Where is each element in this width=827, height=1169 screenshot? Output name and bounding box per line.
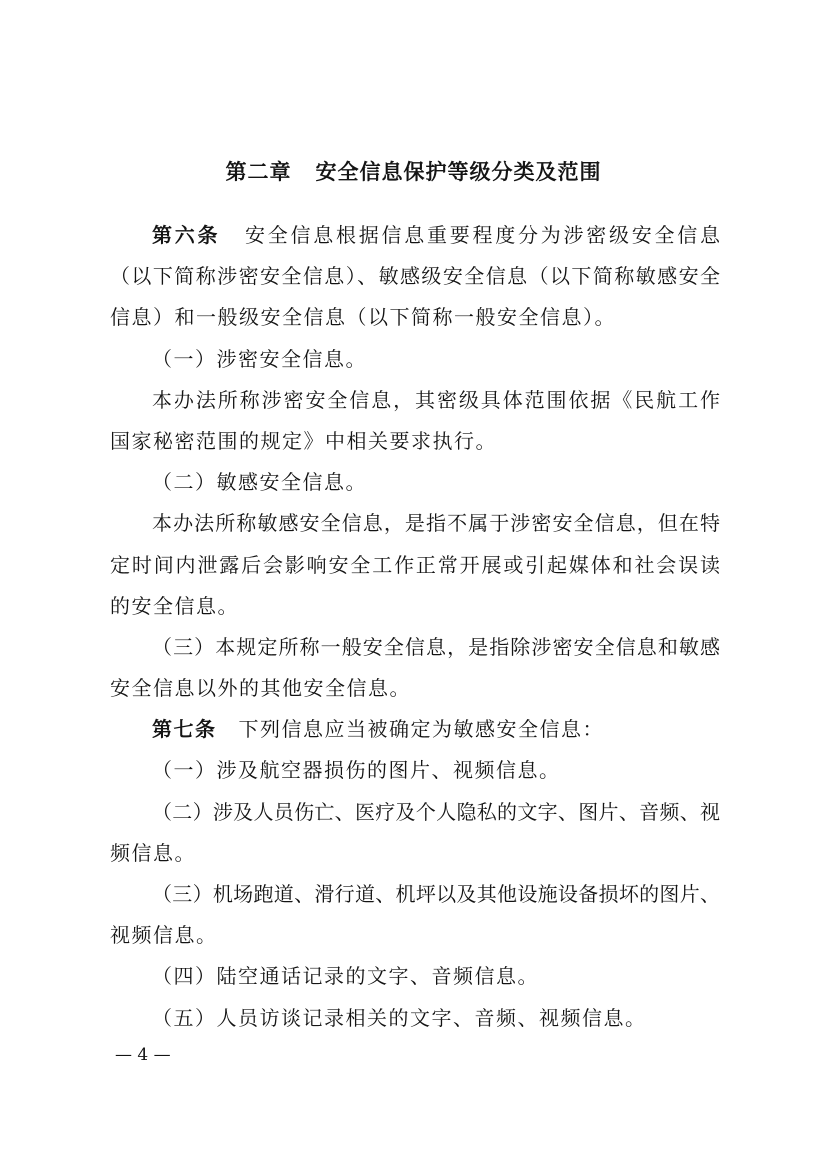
text-line: 频信息。: [110, 840, 196, 865]
text-line: [110, 215, 720, 256]
text-line: 安全信息以外的其他安全信息。: [110, 676, 411, 701]
article-7: [110, 709, 720, 750]
item-classified-heading: [110, 339, 720, 380]
text-line: 的安全信息。: [110, 593, 239, 618]
article-7-item-4: [110, 956, 720, 997]
text-line: 视频信息。: [110, 923, 218, 948]
chapter-name: 安全信息保护等级分类及范围: [315, 159, 602, 184]
text-line: （一）涉密安全信息。: [152, 346, 367, 371]
document-body: [110, 215, 720, 1039]
article-label: 第六条: [152, 223, 221, 247]
article-7-item-3: [110, 874, 720, 956]
line-text: 安全信息根据信息重要程度分为涉密级安全信息: [242, 223, 720, 247]
item-sensitive-heading: [110, 462, 720, 503]
sensitive-definition: [110, 503, 720, 627]
article-label: 第七条: [152, 717, 217, 742]
page-number: — 4 —: [115, 1045, 171, 1065]
text-line: （四）陆空通话记录的文字、音频信息。: [152, 964, 539, 989]
text-line: 国家秘密范围的规定》中相关要求执行。: [110, 428, 497, 453]
article-7-item-5: [110, 998, 720, 1039]
text-line: （三）本规定所称一般安全信息，是指除涉密安全信息和敏感: [152, 634, 720, 659]
text-line: 本办法所称敏感安全信息，是指不属于涉密安全信息，但在特: [152, 511, 720, 536]
chapter-number: 第二章: [225, 159, 292, 184]
text-line: （一）涉及航空器损伤的图片、视频信息。: [152, 758, 561, 783]
text-line: 定时间内泄露后会影响安全工作正常开展或引起媒体和社会误读: [110, 552, 720, 577]
text-line: （五）人员访谈记录相关的文字、音频、视频信息。: [152, 1005, 647, 1030]
item-general-definition: [110, 627, 720, 709]
text-line: 本办法所称涉密安全信息，其密级具体范围依据《民航工作: [152, 387, 720, 412]
text-line: （以下简称涉密安全信息）、敏感级安全信息（以下简称敏感安全: [110, 264, 720, 289]
line-text: 下列信息应当被确定为敏感安全信息：: [238, 717, 604, 742]
chapter-title: [0, 157, 827, 187]
text-line: [110, 709, 720, 750]
text-line: 信息）和一般级安全信息（以下简称一般安全信息）。: [110, 305, 616, 330]
article-7-item-2: [110, 792, 720, 874]
text-line: （二）涉及人员伤亡、医疗及个人隐私的文字、图片、音频、视: [152, 799, 720, 824]
classified-definition: [110, 380, 720, 462]
text-line: （二）敏感安全信息。: [152, 470, 367, 495]
text-line: （三）机场跑道、滑行道、机坪以及其他设施设备损坏的图片、: [152, 882, 720, 906]
article-7-item-1: [110, 750, 720, 791]
article-6: [110, 215, 720, 339]
